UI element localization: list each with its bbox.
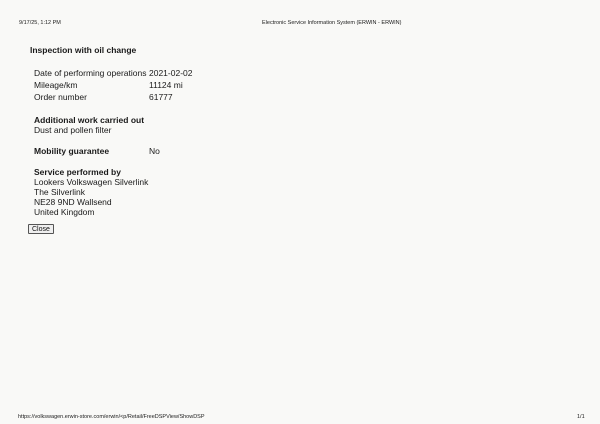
service-address-line: NE28 9ND Wallsend <box>34 197 112 207</box>
field-label-date: Date of performing operations <box>34 68 147 78</box>
service-performed-heading: Service performed by <box>34 167 121 177</box>
service-address-line: United Kingdom <box>34 207 95 217</box>
mobility-guarantee-label: Mobility guarantee <box>34 146 110 156</box>
field-value-date: 2021-02-02 <box>149 68 193 78</box>
mobility-guarantee-value: No <box>149 146 160 156</box>
additional-work-heading: Additional work carried out <box>34 115 145 125</box>
field-value-mileage: 11124 mi <box>149 80 183 90</box>
close-button[interactable]: Close <box>28 224 54 234</box>
service-address-line: Lookers Volkswagen Silverlink <box>34 177 149 187</box>
print-header-date: 9/17/25, 1:12 PM <box>19 20 61 26</box>
additional-work-item: Dust and pollen filter <box>34 125 112 135</box>
print-footer-page-number: 1/1 <box>577 414 585 420</box>
print-footer-url: https://volkswagen.erwin-store.com/erwin/<p/Retail/FreeDSPView/ShowDSP <box>18 414 205 420</box>
field-label-order-number: Order number <box>34 92 87 102</box>
service-address-line: The Silverlink <box>34 187 86 197</box>
page-title: Inspection with oil change <box>30 45 137 55</box>
field-value-order-number: 61777 <box>149 92 173 102</box>
print-header-title: Electronic Service Information System (ERWIN - ERWIN) <box>262 20 402 26</box>
field-label-mileage: Mileage/km <box>34 80 78 90</box>
